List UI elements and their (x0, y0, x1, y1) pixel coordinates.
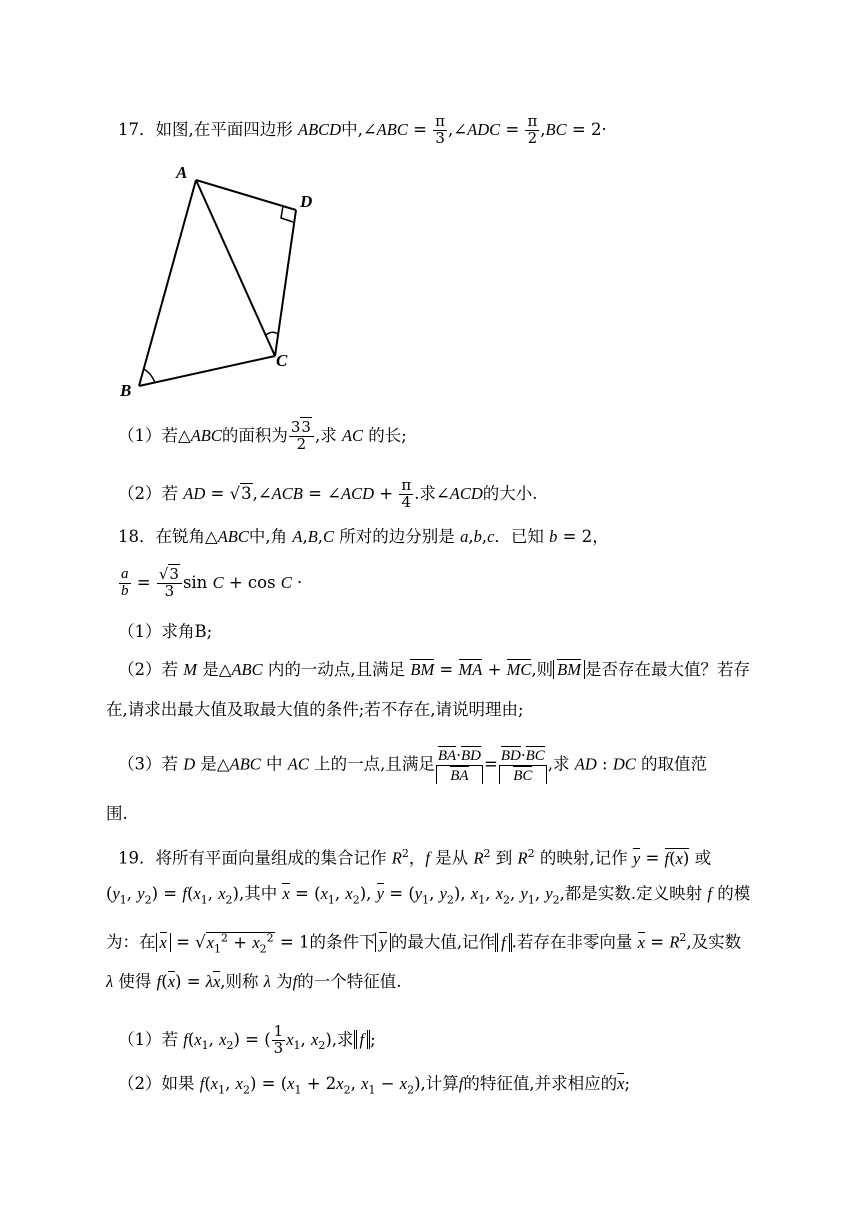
q19-line2: ($y_1$, $y_2) = f(x_1$, $x_2$),其中 $x = (x_1$, $x_2$), $y = (y_1$, $y_2$), $x_1$, $x_2$, $y_1$, $y_2$,都是实数.定义映射 f 的模 (106, 884, 751, 907)
quadrilateral-figure (110, 158, 340, 403)
q18-part2-line1: （2）若 M 是△ABC 内的一动点,且满足 BM = MA + MC,则 BM 是否存在最大值？若存 (118, 660, 750, 679)
edge-CB (139, 356, 275, 386)
q19-part1: （1）若 $f(x_1$, $x_2$) = ( $\frac{1}{3}$ $x_1$, $x_2$),求 f ; (118, 1022, 376, 1057)
vertex-label-A: A (176, 163, 188, 182)
q18-stem: 18．在锐角△ABC中,角 A,B,C 所对的边分别是 a,b,c．已知 b = 2， (118, 527, 609, 546)
vertex-label-B: B (120, 381, 132, 400)
edge-AC (196, 180, 275, 356)
edge-BA (139, 180, 196, 386)
q18-part3-line1: （3）若 D 是△ABC 中 AC 上的一点,且满足 $\frac{BA\cdot BD}{BA}$ = $\frac{BD\cdot BC}{BC}$ ,求 AD : DC 的取值范 (118, 746, 707, 784)
q17-part2: （2）若 AD = √3,∠ACB = ∠ACD + $\frac{\pi}{4}$ .求∠ACD的大小. (118, 476, 538, 511)
edge-DC (275, 210, 296, 356)
vertex-label-C: C (276, 351, 288, 370)
vertex-label-D: D (300, 192, 313, 211)
q17-stem: 17．如图,在平面四边形 ABCD中,∠ABC = $\frac{\pi}{3}$ ,∠ADC = $\frac{\pi}{2}$ ,BC = 2· (118, 112, 607, 147)
q18-part2-line2: 在,请求出最大值及取最大值的条件;若不存在,请说明理由; (106, 700, 524, 719)
q18-part3-line2: 围. (106, 804, 128, 823)
q18-formula: $\frac{a}{b}$ = $\frac{√3}{3}$ sin C + cos C · (121, 565, 303, 600)
q17-part1: （1）若△ABC的面积为 $\frac{33}{2}$ ,求 AC 的长; (118, 418, 407, 453)
q19-line3: 为：在 $x = √x_1^2 + x_2^2 = 1$的条件下 y 的最大值,记作 f .若存在非零向量 $x = R^2$,及实数 (106, 931, 742, 955)
angle-arc-B (144, 369, 155, 383)
q18-part1: （1）求角B; (118, 622, 213, 641)
q19-line1: 19．将所有平面向量组成的集合记作 $R^2$，f 是从 $R^2$ 到 $R^2$ 的映射,记作 y = f(x) 或 (118, 847, 712, 868)
q19-part2: （2）如果 $f(x_1$, $x_2) = (x_1 + 2x_2$, $x_1 - x_2$),计算f的特征值,并求相应的x; (118, 1074, 631, 1097)
angle-arc-C (266, 332, 278, 335)
q19-line4: λ 使得 f(x) = λx,则称 λ 为f的一个特征值. (106, 972, 402, 991)
edge-AD (196, 180, 296, 210)
